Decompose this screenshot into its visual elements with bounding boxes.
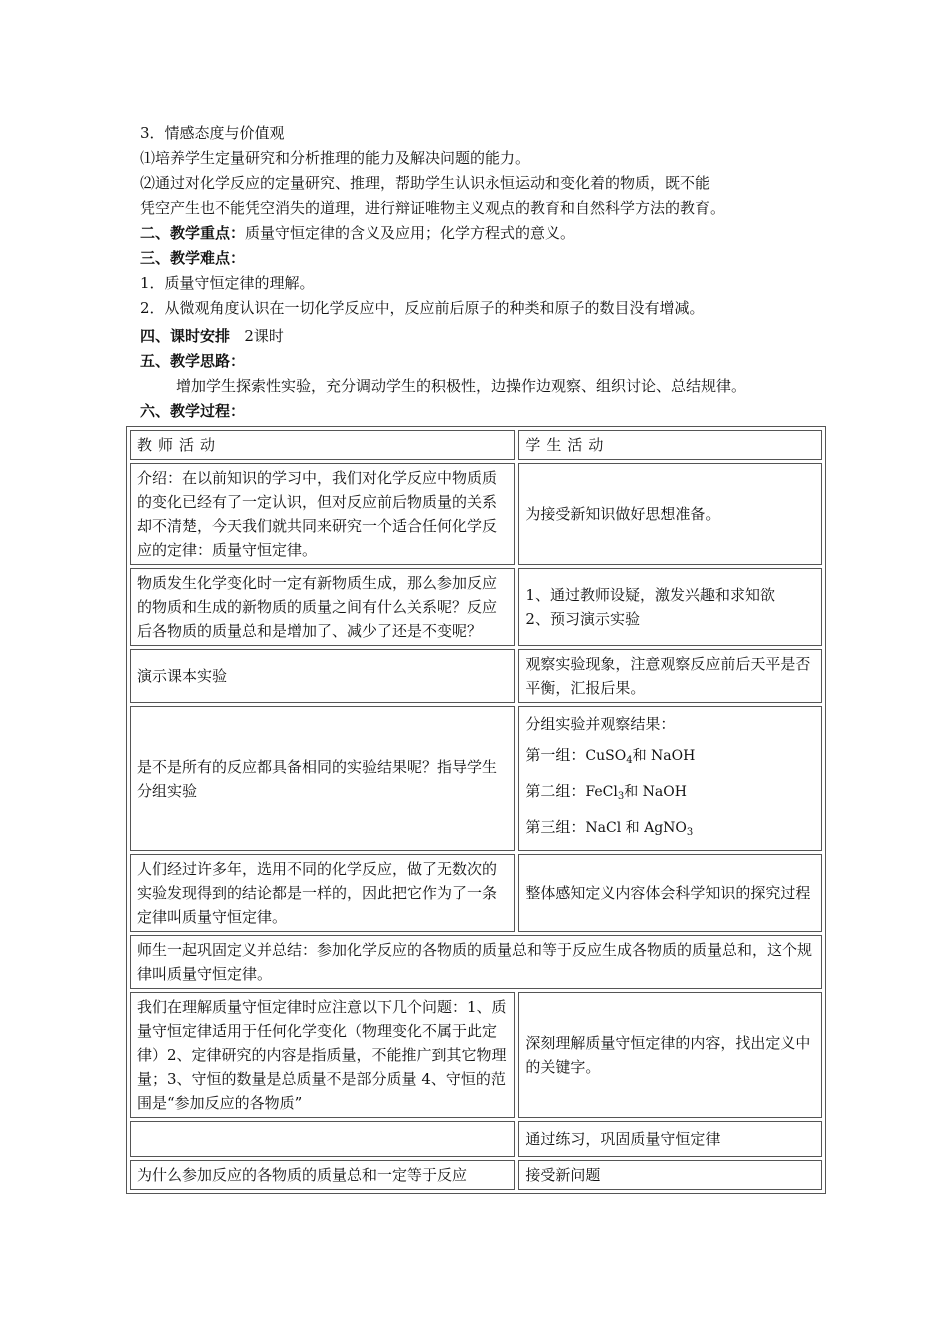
group-1-reagent-a: CuSO — [585, 748, 627, 764]
section-key-points-title: 二、教学重点： — [140, 224, 246, 242]
teacher-cell: 介绍：在以前知识的学习中，我们对化学反应中物质质的变化已经有了一定认识，但对反应前后物质量的关系却不清楚，今天我们就共同来研究一个适合任何化学反应的定律：质量守恒定律。 — [130, 463, 515, 565]
group-2 — [525, 776, 815, 812]
section-schedule-text: 2课时 — [244, 327, 284, 345]
teacher-cell: 我们在理解质量守恒定律时应注意以下几个问题：1、质量守恒定律适用于任何化学变化（物理变化不属于此定律）2、定律研究的内容是指质量，不能推广到其它物理量；3、守恒的数量是总质量不是部分质量 4、守恒的范围是“参加反应的各物质” — [130, 992, 515, 1118]
table-row — [130, 649, 822, 703]
section-schedule-title: 四、课时安排 — [140, 327, 231, 345]
student-cell — [518, 706, 822, 851]
teacher-cell: 是不是所有的反应都具备相同的实验结果呢？指导学生分组实验 — [130, 706, 515, 851]
group-experiment-title: 分组实验并观察结果： — [525, 715, 676, 733]
group-3-reagents: NaCl 和 AgNO — [585, 820, 687, 836]
student-cell: 为接受新知识做好思想准备。 — [518, 463, 822, 565]
student-cell: 深刻理解质量守恒定律的内容，找出定义中的关键字。 — [518, 992, 822, 1118]
section-difficulties-title: 三、教学难点： — [140, 249, 246, 267]
table-row — [130, 463, 822, 565]
teacher-cell: 物质发生化学变化时一定有新物质生成，那么参加反应的物质和生成的新物质的质量之间有什么关系呢？反应后各物质的质量总和是增加了、减少了还是不变呢？ — [130, 568, 515, 646]
table-row — [130, 992, 822, 1118]
student-cell — [518, 568, 822, 646]
group-2-reagent-a: FeCl — [585, 784, 618, 800]
difficulty-item-1: 1．质量守恒定律的理解。 — [140, 274, 315, 292]
group-1-reagent-b: 和 NaOH — [632, 748, 696, 764]
difficulty-item-2: 2．从微观角度认识在一切化学反应中，反应前后原子的种类和原子的数目没有增减。 — [140, 299, 705, 317]
table-header-row — [130, 430, 822, 460]
student-cell: 接受新问题 — [518, 1160, 822, 1190]
objective-item-2-line-1: ⑵通过对化学反应的定量研究、推理，帮助学生认识永恒运动和变化着的物质，既不能 — [140, 174, 711, 192]
teacher-cell: 演示课本实验 — [130, 649, 515, 703]
section-schedule — [140, 324, 284, 348]
student-cell-line: 2、预习演示实验 — [525, 610, 640, 628]
table-row — [130, 935, 822, 989]
summary-cell: 师生一起巩固定义并总结：参加化学反应的各物质的质量总和等于反应生成各物质的质量总和，这个规律叫质量守恒定律。 — [130, 935, 822, 989]
group-1-label: 第一组： — [525, 746, 586, 764]
group-1-subscript: 4 — [626, 755, 633, 766]
objective-heading: 3．情感态度与价值观 — [140, 124, 285, 142]
student-cell: 通过练习，巩固质量守恒定律 — [518, 1121, 822, 1157]
group-3-subscript: 3 — [686, 827, 694, 838]
group-3-label: 第三组： — [525, 818, 586, 836]
header-student-activity: 学生活动 — [518, 430, 822, 460]
group-1 — [525, 740, 815, 776]
teacher-cell: 为什么参加反应的各物质的质量总和一定等于反应 — [130, 1160, 515, 1190]
table-row — [130, 1121, 822, 1157]
teacher-cell: 人们经过许多年，选用不同的化学反应，做了无数次的实验发现得到的结论都是一样的，因此把它作为了一条定律叫质量守恒定律。 — [130, 854, 515, 932]
section-key-points-text: 质量守恒定律的含义及应用；化学方程式的意义。 — [245, 224, 576, 242]
objective-item-2-line-2: 凭空产生也不能凭空消失的道理，进行辩证唯物主义观点的教育和自然科学方法的教育。 — [140, 199, 726, 217]
section-process-title: 六、教学过程： — [140, 402, 246, 420]
header-teacher-activity: 教师活动 — [130, 430, 515, 460]
objective-item-1: ⑴培养学生定量研究和分析推理的能力及解决问题的能力。 — [140, 149, 531, 167]
student-cell: 观察实验现象，注意观察反应前后天平是否平衡，汇报后果。 — [518, 649, 822, 703]
table-row — [130, 854, 822, 932]
group-2-subscript: 3 — [617, 791, 625, 802]
teacher-cell — [130, 1121, 515, 1157]
table-row — [130, 1160, 822, 1190]
student-cell-line: 1、通过教师设疑，激发兴趣和求知欲 — [525, 586, 775, 604]
table-row — [130, 706, 822, 851]
section-key-points — [140, 221, 575, 245]
teaching-process-table — [126, 426, 826, 1194]
group-2-label: 第二组： — [525, 782, 586, 800]
student-cell: 整体感知定义内容体会科学知识的探究过程 — [518, 854, 822, 932]
group-2-reagent-b: 和 NaOH — [624, 784, 687, 800]
group-3 — [525, 812, 815, 848]
section-approach-text: 增加学生探索性实验，充分调动学生的积极性，边操作边观察、组织讨论、总结规律。 — [176, 377, 747, 395]
table-row — [130, 568, 822, 646]
section-approach-title: 五、教学思路： — [140, 352, 246, 370]
